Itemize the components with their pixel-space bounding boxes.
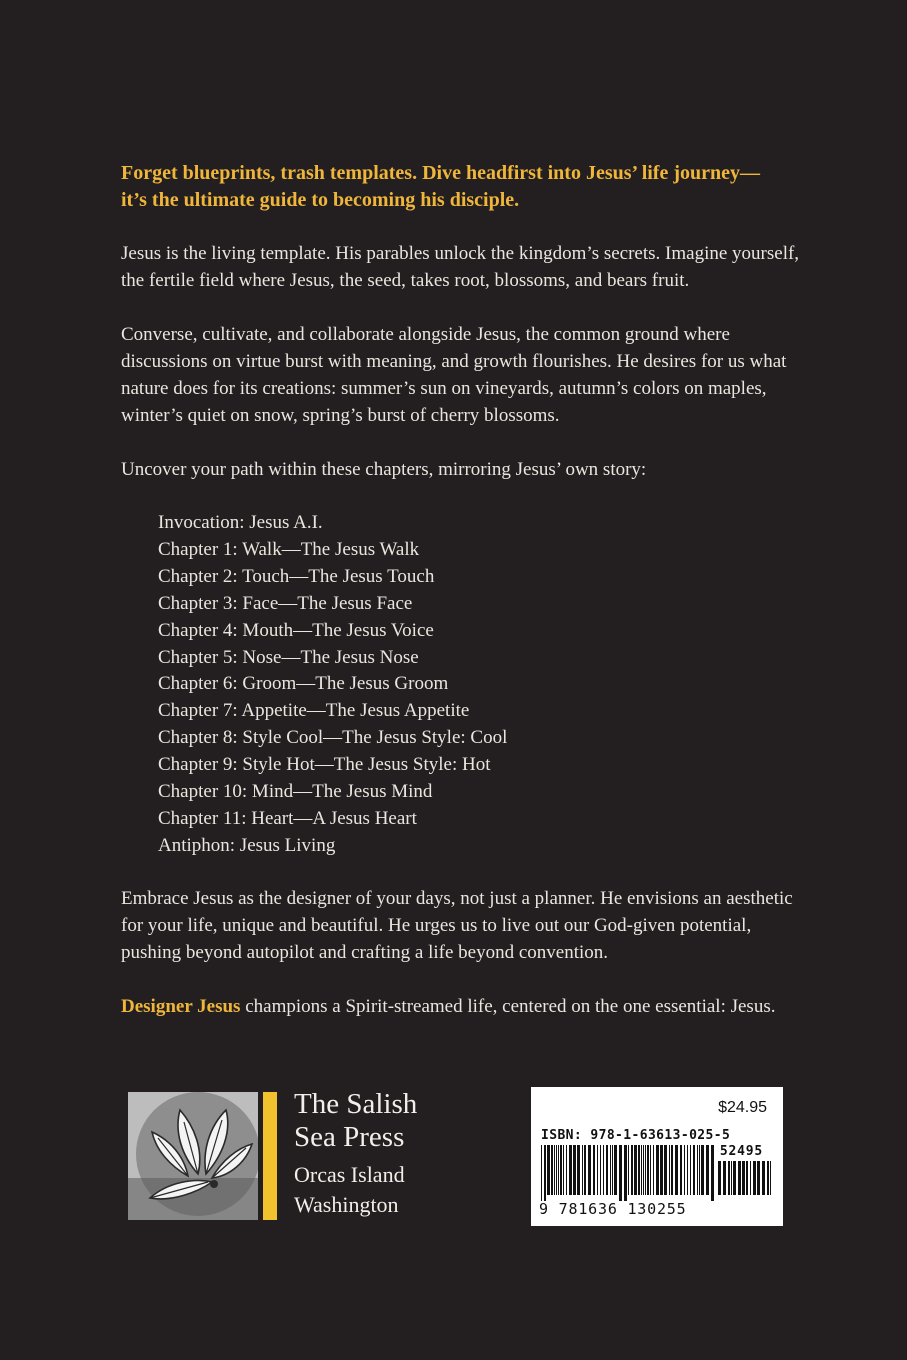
closing-text: champions a Spirit-streamed life, centered on the one essential: Jesus. xyxy=(240,996,776,1017)
barcode-bar xyxy=(577,1145,580,1195)
barcode-bar xyxy=(650,1145,651,1195)
barcode-bar xyxy=(753,1161,756,1195)
publisher-name-line-1: The Salish xyxy=(294,1088,418,1120)
barcode-bar xyxy=(699,1145,700,1195)
publisher-location-line-2: Washington xyxy=(294,1192,399,1217)
addon-code: 52495 xyxy=(719,1144,763,1159)
barcode-bar xyxy=(742,1161,745,1195)
barcode-bar xyxy=(584,1145,586,1195)
barcode-bar xyxy=(606,1145,608,1195)
barcode-bar xyxy=(645,1145,646,1195)
chapter-item: Chapter 3: Face—The Jesus Face xyxy=(158,592,413,614)
book-title: Designer Jesus xyxy=(121,996,241,1017)
barcode-bar xyxy=(556,1145,557,1195)
barcode-bar xyxy=(653,1145,654,1195)
barcode-bar xyxy=(560,1145,562,1195)
chapter-list xyxy=(158,510,507,860)
chapter-item: Chapter 1: Walk—The Jesus Walk xyxy=(158,538,420,560)
barcode-bar xyxy=(558,1145,559,1195)
barcode-bar xyxy=(554,1145,555,1195)
publisher-name-line-2: Sea Press xyxy=(294,1121,405,1153)
closing-paragraph xyxy=(121,993,801,1020)
barcode-bar xyxy=(746,1161,748,1195)
barcode-bar xyxy=(701,1145,704,1195)
barcode-bar xyxy=(547,1145,550,1195)
barcode-bar xyxy=(588,1145,591,1195)
barcode-bar xyxy=(733,1161,736,1195)
barcode-bar xyxy=(762,1161,765,1195)
barcode-bar xyxy=(551,1145,553,1195)
barcode-bar xyxy=(641,1145,642,1195)
barcode-bar xyxy=(669,1145,670,1195)
barcode-bar xyxy=(690,1145,691,1195)
barcode-bar xyxy=(624,1145,627,1201)
barcode-bar xyxy=(711,1145,714,1201)
price-label: $24.95 xyxy=(718,1099,767,1116)
barcode-bar xyxy=(610,1145,611,1195)
barcode-bar xyxy=(767,1161,769,1195)
barcode-bar xyxy=(597,1145,598,1195)
barcode-bar xyxy=(631,1145,633,1195)
barcode-bar xyxy=(656,1145,659,1195)
logo-accent-bar xyxy=(263,1092,277,1220)
barcode-bar xyxy=(544,1145,546,1201)
barcode-bar xyxy=(593,1145,595,1195)
headline-line-1: Forget blueprints, trash templates. Dive headfirst into Jesus’ life journey— xyxy=(121,162,761,184)
chapter-item: Chapter 4: Mouth—The Jesus Voice xyxy=(158,619,434,641)
barcode-bar xyxy=(706,1145,709,1195)
chapter-item: Chapter 7: Appetite—The Jesus Appetite xyxy=(158,700,470,722)
barcode-bar xyxy=(680,1145,682,1195)
chapter-item: Chapter 2: Touch—The Jesus Touch xyxy=(158,565,435,587)
barcode-bar xyxy=(541,1145,542,1201)
chapter-item: Chapter 5: Nose—The Jesus Nose xyxy=(158,646,419,668)
barcode-bar xyxy=(569,1145,572,1195)
chapters-intro-paragraph: Uncover your path within these chapters, mirroring Jesus’ own story: xyxy=(121,459,647,480)
barcode-bar xyxy=(757,1161,760,1195)
isbn-barcode-panel xyxy=(531,1087,783,1226)
barcode-bar xyxy=(697,1145,698,1195)
barcode-bar xyxy=(664,1145,667,1195)
barcode-bar xyxy=(573,1145,576,1195)
chapter-item: Chapter 11: Heart—A Jesus Heart xyxy=(158,807,417,829)
barcode-bar xyxy=(687,1145,688,1195)
nature-paragraph: Converse, cultivate, and collaborate alongside Jesus, the common ground where discussions on virtue burst with meaning, and growth flourishes. He desires for us what nature does for its creations: summer’s sun on vineyards, autumn’s colors on maples, winter’s quiet on snow, spring’s burst of cherry blossoms. xyxy=(121,324,787,426)
intro-paragraph: Jesus is the living template. His parables unlock the kingdom’s secrets. Imagine yourself, the fertile field where Jesus, the seed, takes root, blossoms, and bears fruit. xyxy=(121,243,800,291)
barcode-bar xyxy=(628,1145,629,1195)
chapter-item: Chapter 9: Style Hot—The Jesus Style: Hot xyxy=(158,754,491,776)
ean-code: 9 781636 130255 xyxy=(539,1200,687,1218)
barcode-bar xyxy=(728,1161,730,1195)
barcode-bar xyxy=(718,1161,721,1195)
barcode-bar xyxy=(614,1145,617,1195)
barcode-bar xyxy=(660,1145,663,1195)
chapter-item: Antiphon: Jesus Living xyxy=(158,834,336,856)
publisher-imprint xyxy=(294,1088,494,1220)
addon-barcode xyxy=(718,1161,774,1201)
leaf-sprig-icon xyxy=(128,1092,258,1220)
barcode-bar xyxy=(563,1145,564,1195)
barcode-bar xyxy=(603,1145,604,1195)
barcode-bar xyxy=(643,1145,644,1195)
barcode-bar xyxy=(638,1145,640,1195)
barcode-bar xyxy=(600,1145,601,1195)
chapter-item: Invocation: Jesus A.I. xyxy=(158,512,323,533)
barcode-bar xyxy=(612,1145,613,1195)
designer-paragraph: Embrace Jesus as the designer of your days, not just a planner. He envisions an aesthetic for your life, unique and beautiful. He urges us to live out our God-given potential, pushing beyond autopilot and crafting a life beyond convention. xyxy=(121,888,793,963)
barcode-bar xyxy=(731,1161,732,1195)
barcode-bar xyxy=(619,1145,622,1201)
chapter-item: Chapter 6: Groom—The Jesus Groom xyxy=(158,673,449,695)
barcode-bar xyxy=(684,1145,685,1195)
barcode-bar xyxy=(647,1145,649,1195)
barcode-bar xyxy=(693,1145,695,1195)
barcode-bar xyxy=(723,1161,726,1195)
barcode-bar xyxy=(671,1145,673,1195)
isbn-label: ISBN: 978-1-63613-025-5 xyxy=(541,1128,731,1143)
chapter-item: Chapter 8: Style Cool—The Jesus Style: Cool xyxy=(158,727,508,749)
headline-line-2: it’s the ultimate guide to becoming his disciple. xyxy=(121,189,520,211)
barcode-bar xyxy=(634,1145,637,1195)
barcode-bar xyxy=(566,1145,567,1195)
barcode-bar xyxy=(750,1161,751,1195)
ean-barcode xyxy=(541,1145,716,1201)
barcode-bar xyxy=(675,1145,678,1195)
barcode-bar xyxy=(738,1161,741,1195)
barcode-bar xyxy=(582,1145,583,1195)
publisher-location-line-1: Orcas Island xyxy=(294,1162,405,1187)
barcode-bar xyxy=(770,1161,771,1195)
back-cover-headline xyxy=(121,160,801,214)
chapter-item: Chapter 10: Mind—The Jesus Mind xyxy=(158,781,433,803)
